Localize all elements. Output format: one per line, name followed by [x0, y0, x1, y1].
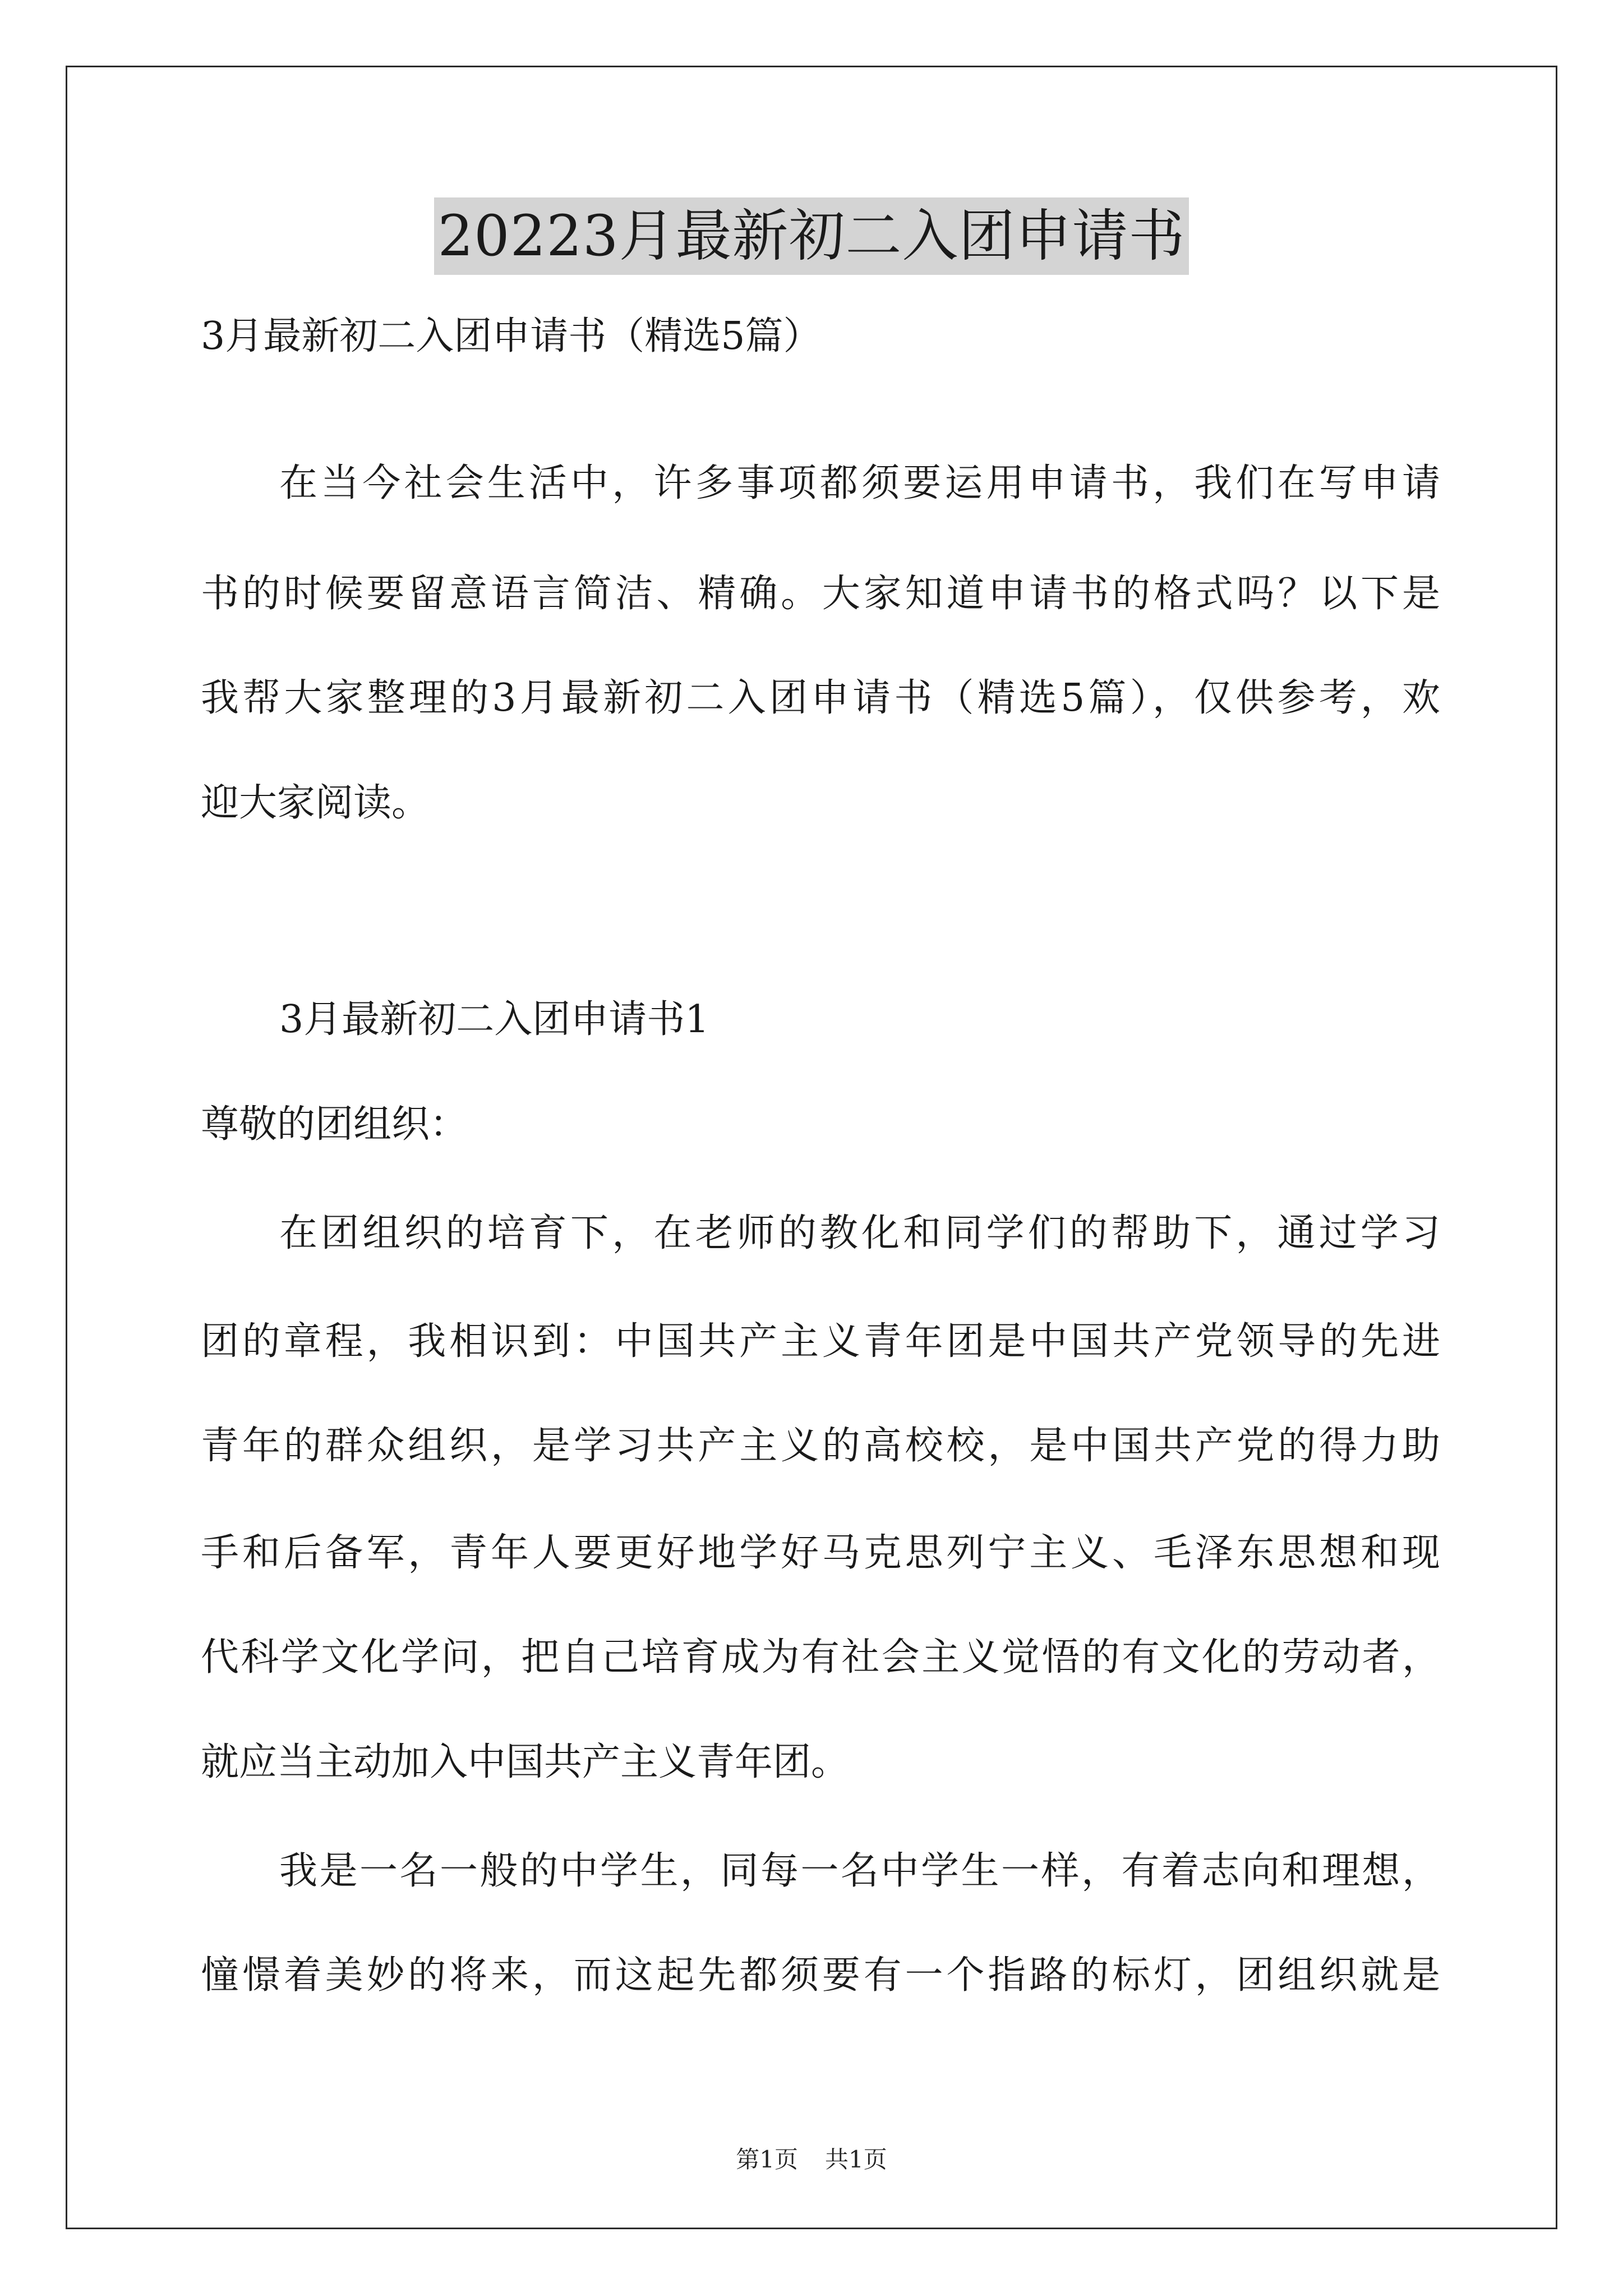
intro-line: 我帮大家整理的3月最新初二入团申请书（精选5篇），仅供参考，欢 — [201, 676, 1440, 720]
salutation: 尊敬的团组织： — [201, 1102, 468, 1147]
paragraph-line: 我是一名一般的中学生，同每一名中学生一样，有着志向和理想， — [279, 1849, 1440, 1893]
page-border — [66, 66, 1557, 2229]
document-title: 20223月最新初二入团申请书 — [434, 197, 1188, 275]
title-block — [0, 197, 1623, 275]
paragraph-line: 团的章程，我相识到：中国共产主义青年团是中国共产党领导的先进 — [201, 1319, 1440, 1364]
intro-line: 书的时候要留意语言简洁、精确。大家知道申请书的格式吗？以下是 — [201, 572, 1440, 616]
paragraph-line: 憧憬着美妙的将来，而这起先都须要有一个指路的标灯，团组织就是 — [201, 1953, 1440, 1998]
page-number-current: 第1页 — [736, 2146, 798, 2173]
section-heading: 3月最新初二入团申请书1 — [279, 997, 709, 1042]
paragraph-line: 手和后备军，青年人要更好地学好马克思列宁主义、毛泽东思想和现 — [201, 1531, 1440, 1575]
paragraph-line: 青年的群众组织，是学习共产主义的高校校，是中国共产党的得力助 — [201, 1424, 1440, 1468]
intro-line: 迎大家阅读。 — [201, 781, 430, 825]
page-number-total: 共1页 — [825, 2146, 887, 2173]
intro-line: 在当今社会生活中，许多事项都须要运用申请书，我们在写申请 — [279, 461, 1440, 505]
paragraph-line: 就应当主动加入中国共产主义青年团。 — [201, 1740, 850, 1784]
paragraph-line: 在团组织的培育下，在老师的教化和同学们的帮助下，通过学习 — [279, 1211, 1440, 1255]
page-footer — [0, 2146, 1623, 2174]
paragraph-line: 代科学文化学问，把自己培育成为有社会主义觉悟的有文化的劳动者， — [201, 1635, 1440, 1680]
document-subtitle: 3月最新初二入团申请书（精选5篇） — [201, 314, 822, 358]
